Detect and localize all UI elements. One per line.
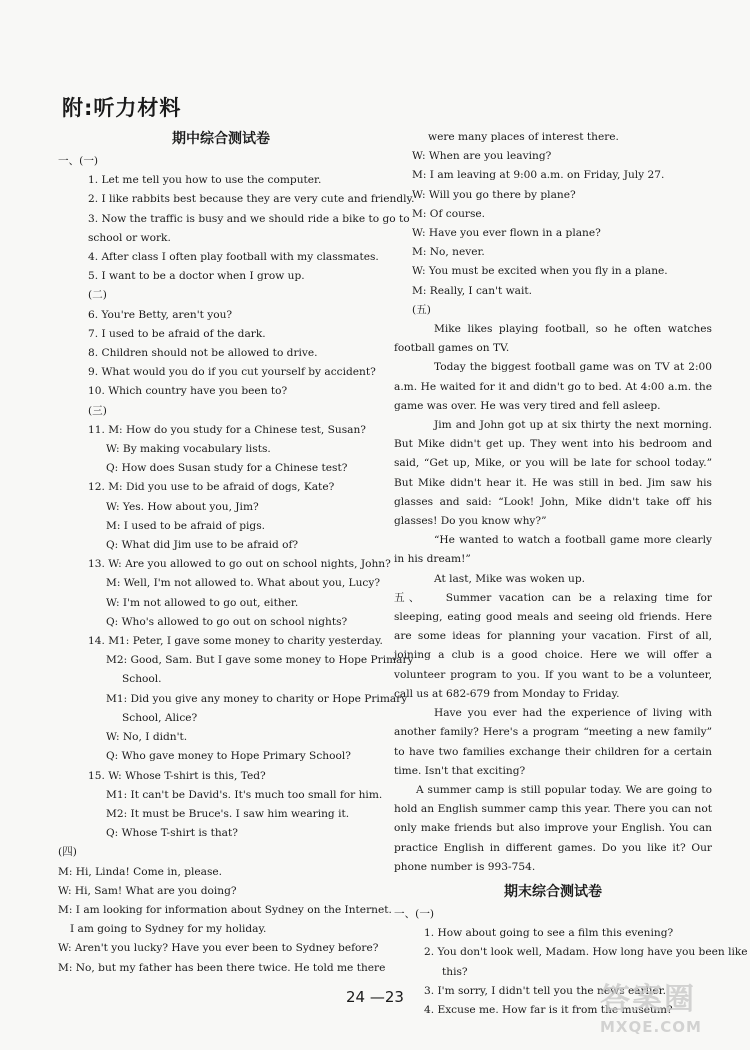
list-item: 4. After class I often play football with my classmates. xyxy=(88,251,379,264)
dialogue-line: 13. W: Are you allowed to go out on school nights, John? xyxy=(88,558,391,571)
dialogue-continuation: School. xyxy=(122,673,162,686)
dialogue-line: W: By making vocabulary lists. xyxy=(106,443,271,456)
sub3-label: (三) xyxy=(88,404,107,417)
dialogue-line: 14. M1: Peter, I gave some money to charity yesterday. xyxy=(88,635,383,648)
dialogue-line: M2: It must be Bruce's. I saw him wearing it. xyxy=(106,807,350,820)
watermark-text: 答案圈 xyxy=(600,982,696,1017)
dialogue-continuation: School, Alice? xyxy=(122,711,198,724)
conversation-line: W: Have you ever flown in a plane? xyxy=(412,227,601,240)
conversation-line: W: When are you leaving? xyxy=(412,150,552,163)
dialogue-line: M: Well, I'm not allowed to. What about you, Lucy? xyxy=(106,577,381,590)
dialogue-line: 15. W: Whose T-shirt is this, Ted? xyxy=(88,769,266,782)
final-part1-label: 一、(一) xyxy=(394,907,435,920)
dialogue-line: 12. M: Did you use to be afraid of dogs, Kate? xyxy=(88,481,335,494)
conversation-line: M: I am looking for information about Sydney on the Internet. xyxy=(58,903,392,916)
list-item: 2. You don't look well, Madam. How long have you been like xyxy=(424,946,748,959)
midterm-title: 期中综合测试卷 xyxy=(172,131,270,147)
list-item: 3. Now the traffic is busy and we should ride a bike to go to xyxy=(88,212,410,225)
story-paragraph: “He wanted to watch a football game more clearly in his dream!” xyxy=(394,534,712,566)
dialogue-line: Q: Who's allowed to go out on school nights? xyxy=(106,615,348,628)
dialogue-line: 11. M: How do you study for a Chinese test, Susan? xyxy=(88,423,366,436)
conversation-line: M: No, but my father has been there twice. He told me there xyxy=(58,961,386,974)
passage-paragraph: 五、 Summer vacation can be a relaxing time for sleeping, eating good meals and seeing old friends. Here are some ideas for planning your vacation. First of all, joining a club is a good choice. Here we will offer a volunteer program to you. If you want to be a volunteer, call us at 682-679 from Monday to Friday. xyxy=(394,591,712,700)
right-column xyxy=(394,128,748,1020)
list-item: 4. Excuse me. How far is it from the museum? xyxy=(424,1003,673,1016)
conversation-continuation: I am going to Sydney for my holiday. xyxy=(70,923,267,936)
list-item: 8. Children should not be allowed to drive. xyxy=(88,347,318,360)
conversation-line: M: I am leaving at 9:00 a.m. on Friday, July 27. xyxy=(412,169,665,182)
conversation-line: M: Really, I can't wait. xyxy=(412,284,532,297)
dialogue-line: W: No, I didn't. xyxy=(106,731,188,744)
list-item: 2. I like rabbits best because they are very cute and friendly. xyxy=(88,193,415,206)
list-item: 5. I want to be a doctor when I grow up. xyxy=(88,270,305,283)
list-item: 1. How about going to see a film this evening? xyxy=(424,927,674,940)
conversation-continuation: were many places of interest there. xyxy=(428,131,619,143)
list-item-continuation: school or work. xyxy=(88,231,171,244)
dialogue-line: M2: Good, Sam. But I gave some money to Hope Primary xyxy=(106,654,414,667)
list-item: 6. You're Betty, aren't you? xyxy=(88,308,233,321)
conversation-line: M: No, never. xyxy=(412,246,485,259)
story-paragraph: Mike likes playing football, so he often watches football games on TV. xyxy=(394,323,712,355)
conversation-line: W: You must be excited when you fly in a plane. xyxy=(412,265,668,278)
list-item-continuation: this? xyxy=(442,965,468,978)
passage-paragraph: Have you ever had the experience of living with another family? Here's a program “meeting a new family” to have two families exchange their children for a certain time. Isn't that exciting? xyxy=(394,707,712,777)
conversation-line: M: Hi, Linda! Come in, please. xyxy=(58,865,223,878)
dialogue-line: Q: Who gave money to Hope Primary School? xyxy=(106,750,351,763)
dialogue-line: M1: It can't be David's. It's much too small for him. xyxy=(106,788,383,801)
left-column xyxy=(58,128,415,978)
page-number: 24 —23 xyxy=(346,988,404,1006)
list-item: 10. Which country have you been to? xyxy=(88,385,288,398)
conversation-line: W: Will you go there by plane? xyxy=(412,188,576,201)
conversation-line: W: Hi, Sam! What are you doing? xyxy=(58,884,237,897)
list-item: 3. I'm sorry, I didn't tell you the news earlier. xyxy=(424,984,666,997)
passage-paragraph: A summer camp is still popular today. We are going to hold an English summer camp this year. There you can not only make friends but also improve your English. You can practice English in different games. Do you like it? Our phone number is 993-754. xyxy=(394,783,712,873)
watermark-url: MXQE.COM xyxy=(600,1018,702,1036)
part1-label: 一、(一) xyxy=(58,155,99,167)
dialogue-line: Q: What did Jim use to be afraid of? xyxy=(106,539,299,552)
sub5-label: (五) xyxy=(412,303,431,316)
story-paragraph: At last, Mike was woken up. xyxy=(434,572,585,585)
page-heading: 附:听力材料 xyxy=(62,96,182,120)
story-paragraph: Today the biggest football game was on TV at 2:00 a.m. He waited for it and didn't go to bed. At 4:00 a.m. the game was over. He was very tired and fell asleep. xyxy=(394,361,712,412)
list-item: 7. I used to be afraid of the dark. xyxy=(88,327,266,340)
dialogue-line: Q: Whose T-shirt is that? xyxy=(106,827,238,840)
dialogue-line: M1: Did you give any money to charity or Hope Primary xyxy=(106,692,408,705)
dialogue-line: M: I used to be afraid of pigs. xyxy=(106,519,266,532)
watermark-logo xyxy=(600,974,730,1036)
sub4-label: (四) xyxy=(58,846,77,859)
sub2-label: (二) xyxy=(88,289,107,302)
conversation-line: W: Aren't you lucky? Have you ever been to Sydney before? xyxy=(58,942,379,955)
conversation-line: M: Of course. xyxy=(412,207,486,220)
list-item: 9. What would you do if you cut yourself by accident? xyxy=(88,366,376,379)
story-paragraph: Jim and John got up at six thirty the next morning. But Mike didn't get up. They went into his bedroom and said, “Get up, Mike, or you will be late for school today.” But Mike didn't hear it. He was still in bed. Jim saw his glasses and said: “Look! John, Mike didn't take off his glasses! Do you know why?” xyxy=(394,419,712,528)
list-item: 1. Let me tell you how to use the computer. xyxy=(88,174,322,187)
final-title: 期末综合测试卷 xyxy=(504,883,602,900)
dialogue-line: W: I'm not allowed to go out, either. xyxy=(106,596,299,609)
dialogue-line: W: Yes. How about you, Jim? xyxy=(106,500,259,513)
part5-label: 五、 xyxy=(394,591,424,604)
dialogue-line: Q: How does Susan study for a Chinese test? xyxy=(106,462,348,475)
